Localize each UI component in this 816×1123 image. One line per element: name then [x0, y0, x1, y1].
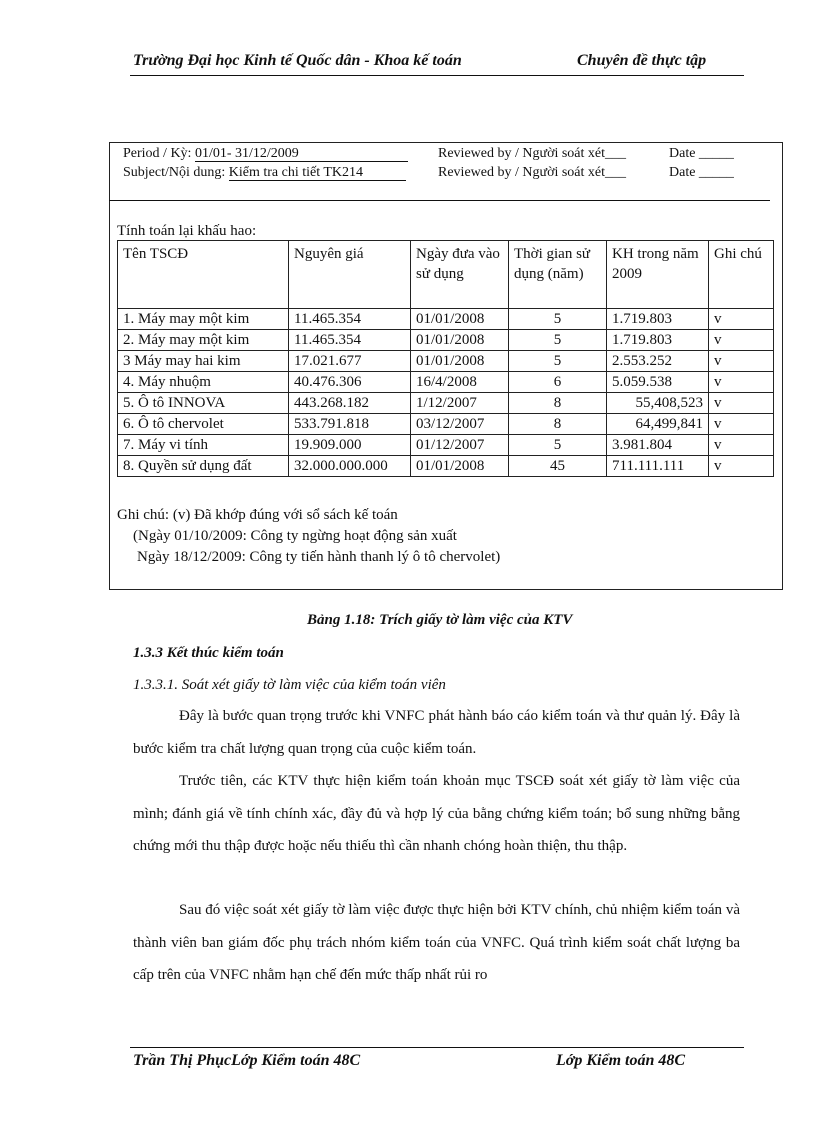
table-row: [118, 435, 774, 456]
original-cost: 19.909.000: [289, 435, 411, 456]
original-cost: 11.465.354: [289, 330, 411, 351]
start-date: 1/12/2007: [411, 393, 509, 414]
header-left: Trường Đại học Kinh tế Quốc dân - Khoa kế toán: [133, 52, 462, 69]
note-mark: v: [709, 414, 774, 435]
date-2: Date _____: [669, 165, 734, 180]
start-date: 16/4/2008: [411, 372, 509, 393]
column-header: Ngày đưa vào sử dụng: [411, 241, 509, 309]
start-date: 01/01/2008: [411, 330, 509, 351]
table-row: [118, 393, 774, 414]
asset-name: 6. Ô tô chervolet: [118, 414, 289, 435]
note-line: (Ngày 01/10/2009: Công ty ngừng hoạt động sản xuất: [133, 528, 457, 544]
footer-left: Trần Thị PhụcLớp Kiểm toán 48C: [133, 1052, 361, 1069]
period-label: Period / Kỳ:: [123, 146, 192, 161]
header-right: Chuyên đề thực tập: [577, 52, 707, 69]
subject-label: Subject/Nội dung:: [123, 165, 226, 180]
column-header: Ghi chú: [709, 241, 774, 309]
table-row: [118, 372, 774, 393]
column-header: Thời gian sử dụng (năm): [509, 241, 607, 309]
asset-name: 8. Quyền sử dụng đất: [118, 456, 289, 477]
original-cost: 443.268.182: [289, 393, 411, 414]
useful-life: 5: [509, 330, 607, 351]
useful-life: 45: [509, 456, 607, 477]
paragraph: Sau đó việc soát xét giấy tờ làm việc được thực hiện bởi KTV chính, chủ nhiệm kiểm toán và thành viên ban giám đốc phụ trách nhóm kiểm toán của VNFC. Quá trình kiểm soát chất lượng ba cấp trên của VNFC nhằm hạn chế đến mức thấp nhất rủi ro: [133, 902, 740, 983]
note-line: Ghi chú: (v) Đã khớp đúng với sổ sách kế toán: [117, 507, 398, 523]
date-1: Date _____: [669, 146, 734, 161]
note-mark: v: [709, 351, 774, 372]
footer-right: Lớp Kiểm toán 48C: [556, 1052, 686, 1069]
reviewed-by-2: Reviewed by / Người soát xét___: [438, 165, 627, 180]
note-mark: v: [709, 309, 774, 330]
note-mark: v: [709, 393, 774, 414]
section-heading: 1.3.3 Kết thúc kiểm toán: [133, 645, 284, 661]
note-mark: v: [709, 330, 774, 351]
original-cost: 17.021.677: [289, 351, 411, 372]
original-cost: 11.465.354: [289, 309, 411, 330]
note-line: Ngày 18/12/2009: Công ty tiến hành thanh lý ô tô chervolet): [137, 549, 501, 565]
table-header-row: [118, 241, 774, 309]
column-header: Tên TSCĐ: [118, 241, 289, 309]
useful-life: 5: [509, 309, 607, 330]
subject-value: Kiểm tra chi tiết TK214: [229, 165, 406, 181]
asset-name: 7. Máy vi tính: [118, 435, 289, 456]
table-row: [118, 330, 774, 351]
start-date: 03/12/2007: [411, 414, 509, 435]
asset-name: 3 Máy may hai kim: [118, 351, 289, 372]
paragraph: Trước tiên, các KTV thực hiện kiểm toán khoản mục TSCĐ soát xét giấy tờ làm việc của mình; đánh giá về tính chính xác, đầy đủ và hợp lý của bằng chứng kiểm toán; bổ sung những bằng chứng mới thu thập được hoặc nếu thiếu thì cần nhanh chóng hoàn thiện, thu thập.: [133, 773, 740, 854]
note-mark: v: [709, 435, 774, 456]
reviewed-by-1: Reviewed by / Người soát xét___: [438, 146, 627, 161]
period-value: 01/01- 31/12/2009: [195, 146, 408, 162]
asset-name: 5. Ô tô INNOVA: [118, 393, 289, 414]
asset-name: 2. Máy may một kim: [118, 330, 289, 351]
start-date: 01/01/2008: [411, 309, 509, 330]
useful-life: 5: [509, 351, 607, 372]
table-row: [118, 309, 774, 330]
start-date: 01/12/2007: [411, 435, 509, 456]
paragraph: Đây là bước quan trọng trước khi VNFC phát hành báo cáo kiểm toán và thư quản lý. Đây là bước kiểm tra chất lượng quan trọng của cuộc kiểm toán.: [133, 708, 740, 757]
useful-life: 5: [509, 435, 607, 456]
period-row: [123, 146, 408, 162]
footer-rule: [130, 1047, 744, 1048]
start-date: 01/01/2008: [411, 351, 509, 372]
depreciation-2009: 1.719.803: [607, 309, 709, 330]
box-divider: [109, 200, 770, 201]
note-mark: v: [709, 456, 774, 477]
section-title: Tính toán lại khấu hao:: [117, 223, 257, 239]
column-header: KH trong năm 2009: [607, 241, 709, 309]
depreciation-table: [117, 240, 774, 477]
table-row: [118, 351, 774, 372]
original-cost: 32.000.000.000: [289, 456, 411, 477]
subject-row: [123, 165, 406, 181]
useful-life: 8: [509, 393, 607, 414]
asset-name: 4. Máy nhuộm: [118, 372, 289, 393]
depreciation-2009: 711.111.111: [607, 456, 709, 477]
asset-name: 1. Máy may một kim: [118, 309, 289, 330]
depreciation-2009: 5.059.538: [607, 372, 709, 393]
useful-life: 8: [509, 414, 607, 435]
depreciation-2009: 1.719.803: [607, 330, 709, 351]
subsection-heading: 1.3.3.1. Soát xét giấy tờ làm việc của kiểm toán viên: [133, 677, 446, 693]
column-header: Nguyên giá: [289, 241, 411, 309]
useful-life: 6: [509, 372, 607, 393]
table-caption: Bảng 1.18: Trích giấy tờ làm việc của KTV: [307, 612, 573, 628]
header-rule: [130, 75, 744, 76]
note-mark: v: [709, 372, 774, 393]
depreciation-2009: 2.553.252: [607, 351, 709, 372]
depreciation-2009: 3.981.804: [607, 435, 709, 456]
depreciation-2009: 64,499,841: [607, 414, 709, 435]
original-cost: 533.791.818: [289, 414, 411, 435]
original-cost: 40.476.306: [289, 372, 411, 393]
table-row: [118, 456, 774, 477]
table-row: [118, 414, 774, 435]
depreciation-2009: 55,408,523: [607, 393, 709, 414]
start-date: 01/01/2008: [411, 456, 509, 477]
